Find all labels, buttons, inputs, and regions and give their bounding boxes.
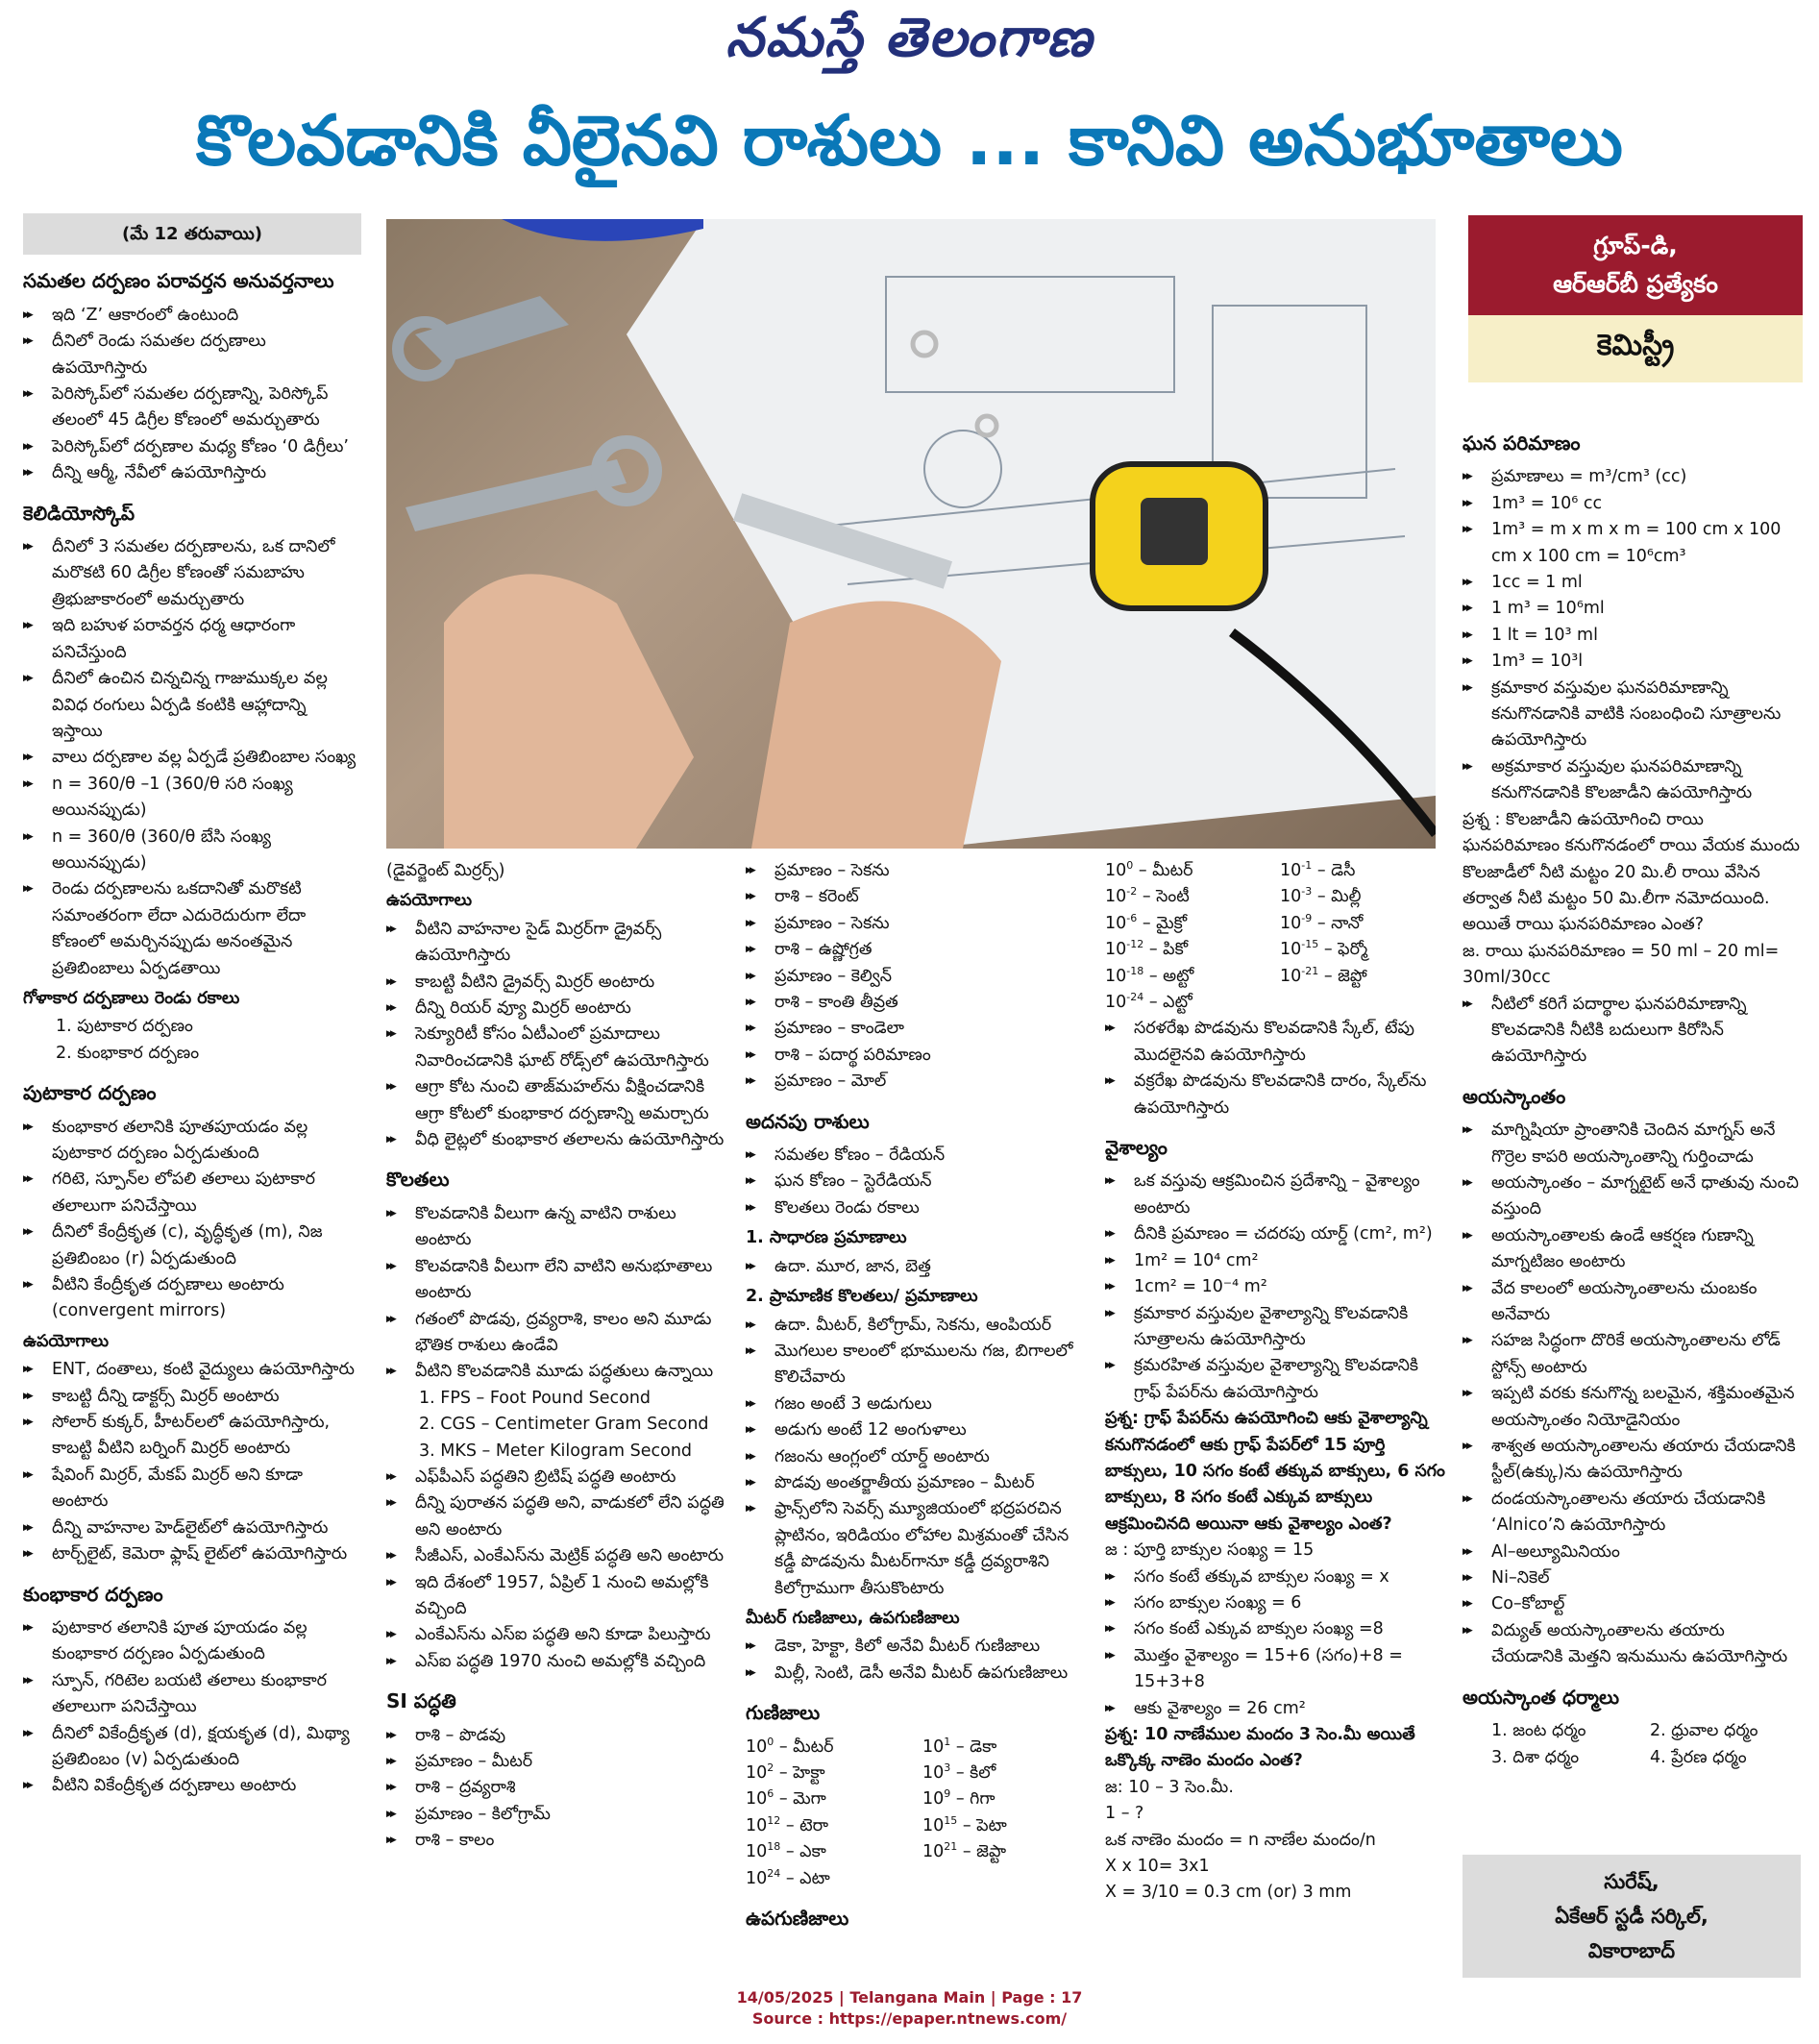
list-item: 2. కుంభాకార దర్పణం [56,1043,200,1063]
bullet-list [386,1201,725,1386]
answer: జ : పూర్తి బాక్సుల సంఖ్య = 15 [1105,1540,1315,1561]
bullet-list [23,1115,361,1325]
list-item: ▶▶ వక్రరేఖ పొడవును కొలవడానికి దారం, స్కేల్‌ను ఉపయోగిస్తారు [1105,1069,1447,1121]
column-3 [746,858,1092,1939]
power-entry: $10^3$ – కిలో [922,1761,996,1783]
power-entry: $10^{-6}$ – మైక్రో [1105,911,1188,933]
list-item: ▶▶ గజంను ఆంగ్లంలో యార్డ్ అంటారు [746,1444,1092,1470]
list-item: ఒక నాణెం మందం = n నాణేల మందం/n [1105,1830,1376,1850]
list-item: ▶▶ కాబట్టి వీటిని డ్రైవర్స్ మిర్రర్ అంటారు [386,970,725,996]
section-heading: గుణిజాలు [746,1701,821,1725]
list-item: ▶▶ రాశి – కరెంట్ [746,884,1092,910]
power-entry: $10^{-2}$ – సెంటీ [1105,885,1190,907]
list-item: ▶▶ డెకా, హెక్టా, కిలో అనేవి మీటర్ గుణిజాలు [746,1634,1092,1660]
list-item: ▶▶ దీనిలో కేంద్రీకృత (c), వృద్ధీకృత (m), నిజ ప్రతిబింబం (r) ఏర్పడుతుంది [23,1219,361,1272]
answer: జ. రాయి ఘనపరిమాణం = 50 ml – 20 ml= 30ml/30cc [1463,941,1780,988]
list-item: ▶▶ ఇది బహుళ పరావర్తన ధర్మ ఆధారంగా పనిచేస్తుంది [23,613,361,666]
list-item: 1 – ? [1105,1804,1144,1824]
list-item: ▶▶ మిల్లీ, సెంటి, డెసీ అనేవి మీటర్ ఉపగుణిజాలు [746,1661,1092,1687]
list-item: ▶▶ అయస్కాంతాలకు ఉండే ఆకర్షణ గుణాన్ని మాగ్నటిజం అంటారు [1463,1223,1801,1276]
list-item: ▶▶ 1m³ = m x m x m = 100 cm x 100 cm x 100 cm = 10⁶cm³ [1463,517,1801,570]
power-entry: $10^{-9}$ – నానో [1280,911,1364,933]
list-item: ▶▶ సహజ సిద్ధంగా దొరికే అయస్కాంతాలను లోడ్ స్టోన్స్ అంటారు [1463,1328,1801,1381]
power-entry: $10^9$ – గిగా [922,1787,996,1810]
list-item: ▶▶ షేవింగ్ మిర్రర్, మేకప్ మిర్రర్ అని కూడా అంటారు [23,1463,361,1515]
list-item: ▶▶ దీనిలో ఉంచిన చిన్నచిన్న గాజుముక్కల వల్ల వివిధ రంగులు ఏర్పడి కంటికి ఆహ్లాదాన్ని ఇస్తాయి [23,666,361,745]
section-heading: అయస్కాంత ధర్మాలు [1463,1685,1620,1709]
continuation-note: (మే 12 తరువాయి) [23,213,361,255]
list-item: ▶▶ సోలార్ కుక్కర్, హీటర్‌లలో ఉపయోగిస్తారు, కాబట్టి వీటిని బర్నింగ్ మిర్రర్ అంటారు [23,1410,361,1463]
list-item: 3. MKS – Meter Kilogram Second [419,1441,693,1461]
power-entry: $10^{-1}$ – డెసీ [1280,859,1356,880]
bullet-list [1105,1564,1447,1722]
list-item: ▶▶ కొలవడానికి వీలుగా ఉన్న వాటిని రాశులు అంటారు [386,1201,725,1254]
list-item: ▶▶ రాశి – కాంతి తీవ్రత [746,990,1092,1016]
grid-item: 3. దిశా ధర్మం [1491,1747,1580,1767]
section-heading: గోళాకార దర్పణాలు రెండు రకాలు [23,988,240,1008]
category-line: గ్రూప్-డి, [1593,232,1678,259]
list-item: ▶▶ మాగ్నిషియా ప్రాంతానికి చెందిన మాగ్నస్ అనే గొర్రెల కాపరి అయస్కాంతాన్ని గుర్తించాడు [1463,1118,1801,1170]
list-item: ▶▶ n = 360/θ (360/θ బేసి సంఖ్య అయినప్పుడు) [23,825,361,877]
grid-item: 1. జంట ధర్మం [1491,1721,1586,1741]
list-item: ▶▶ దీన్ని వాహనాల హెడ్‌లైట్‌లో ఉపయోగిస్తారు [23,1515,361,1541]
list-item: ▶▶ సీజీఎస్, ఎంకేఎస్‌ను మెట్రిక్ పద్ధతి అని అంటారు [386,1543,725,1569]
list-item: ▶▶ సగం బాక్సుల సంఖ్య = 6 [1105,1590,1447,1616]
section-heading: వైశాల్యం [1105,1136,1168,1160]
list-item: ▶▶ కుంభాకార తలానికి పూతపూయడం వల్ల పుటాకార దర్పణం ఏర్పడుతుంది [23,1115,361,1168]
section-heading: కొలతలు [386,1168,450,1192]
list-item: ▶▶ 1cc = 1 ml [1463,570,1801,596]
bullet-list [1463,992,1801,1071]
section-heading: సమతల దర్పణం పరావర్తన అనువర్తనాలు [23,269,334,293]
section-heading: కెలిడియోస్కోప్ [23,501,135,525]
power-entry: $10^{12}$ – టెరా [746,1813,829,1835]
column-5 [1463,417,1801,1771]
list-item: ▶▶ Ni–నికెల్ [1463,1565,1801,1591]
list-item: ▶▶ క్రమాకార వస్తువుల ఘనపరిమాణాన్ని కనుగొనడానికి వాటికి సంబంధించి సూత్రాలను ఉపయోగిస్తారు [1463,676,1801,754]
grid-item: 2. ధ్రువాల ధర్మం [1650,1721,1758,1741]
grid-item: 4. ప్రేరణ ధర్మం [1650,1747,1747,1767]
list-item: ▶▶ మొగలుల కాలంలో భూములను గజ, బిగాలలో కొలిచేవారు [746,1339,1092,1391]
list-item: ▶▶ వాలు దర్పణాల వల్ల ఏర్పడే ప్రతిబింబాల సంఖ్య [23,745,361,771]
list-item: ▶▶ n = 360/θ –1 (360/θ సరి సంఖ్య అయినప్పుడు) [23,772,361,825]
list-item: ▶▶ దీనికి ప్రమాణం = చదరపు యార్డ్ (cm², m²) [1105,1221,1447,1247]
bullet-list [1463,464,1801,806]
list-item: ▶▶ ఒక వస్తువు ఆక్రమించిన ప్రదేశాన్ని – వైశాల్యం అంటారు [1105,1169,1447,1221]
list-item: ▶▶ రాశి – ఉష్ణోగ్రత [746,937,1092,963]
list-item: ▶▶ 1m³ = 10⁶ cc [1463,491,1801,517]
power-entry: $10^{24}$ – ఎటా [746,1866,830,1888]
list-item: ▶▶ దీనిలో వికేంద్రీకృత (d), క్షయకృత (d), మిథ్యా ప్రతిబింబం (v) ఏర్పడుతుంది [23,1721,361,1774]
power-entry: $10^0$ – మీటర్ [1105,859,1193,880]
list-item: ▶▶ రాశి – పదార్థ పరిమాణం [746,1043,1092,1069]
section-heading: ఉపగుణిజాలు [746,1907,849,1931]
power-entry: $10^{21}$ – జెప్టా [922,1840,1006,1862]
paragraph: (డైవర్జెంట్ మిర్రర్స్) [386,861,505,880]
sub-heading: 2. ప్రామాణిక కొలతలు/ ప్రమాణాలు [746,1287,978,1307]
power-entry: $10^2$ – హెక్టా [746,1761,825,1783]
list-item: ▶▶ సమతల కోణం – రేడియన్ [746,1143,1092,1169]
sub-heading: 1. సాధారణ ప్రమాణాలు [746,1228,907,1248]
section-heading: అదనపు రాశులు [746,1109,870,1133]
power-table [1105,858,1447,1016]
bullet-list [746,1634,1092,1687]
list-item: ▶▶ రాశి – కాలం [386,1828,725,1854]
list-item: ▶▶ Al–అల్యూమినియం [1463,1539,1801,1565]
bullet-list [746,1143,1092,1221]
list-item: 1. FPS – Foot Pound Second [419,1388,651,1408]
list-item: ▶▶ రాశి – పొడవు [386,1723,725,1749]
list-item: ▶▶ పొడవు అంతర్జాతీయ ప్రమాణం – మీటర్ [746,1470,1092,1496]
list-item: ▶▶ రెండు దర్పణాలను ఒకదానితో మరొకటి సమాంతరంగా లేదా ఎదురెదురుగా లేదా కోణంలో అమర్చినప్పుడు అనంతమైన ప్రతిబింబాలు ఏర్పడతాయి [23,876,361,982]
list-item: ▶▶ అక్రమాకార వస్తువుల ఘనపరిమాణాన్ని కనుగొనడానికి కొలజాడీని ఉపయోగిస్తారు [1463,754,1801,807]
list-item: ▶▶ దీనిలో రెండు సమతల దర్పణాలు ఉపయోగిస్తారు [23,329,361,382]
power-entry: $10^{-21}$ – జెప్టో [1280,964,1367,986]
subject-label: కెమిస్ట్రీ [1468,315,1803,382]
list-item: ▶▶ క్రమాకార వస్తువుల వైశాల్యాన్ని కొలవడానికి సూత్రాలను ఉపయోగిస్తారు [1105,1301,1447,1354]
list-item: ▶▶ 1 lt = 10³ ml [1463,623,1801,649]
question: ప్రశ్న: గ్రాఫ్ పేపర్‌ను ఉపయోగించి ఆకు వైశాల్యాన్ని కనుగొనడంలో ఆకు గ్రాఫ్ పేపర్‌లో 15 పూర్తి బాక్సులు, 10 సగం కంటే తక్కువ బాక్సులు, 6 సగం బాక్సులు, 8 సగం కంటే ఎక్కువ బాక్సులు ఆక్రమించినది అయినా ఆకు వైశాల్యం ఎంత? [1105,1409,1445,1534]
author-box [1463,1855,1801,1978]
power-entry: $10^{15}$ – పెటా [922,1813,1007,1835]
answer-lines [1105,1775,1447,1907]
section-heading: ఘన పరిమాణం [1463,431,1581,455]
list-item: ▶▶ రాశి – ద్రవ్యరాశి [386,1775,725,1801]
power-table [746,1735,1092,1892]
section-heading: మీటర్ గుణిజాలు, ఉపగుణిజాలు [746,1608,960,1628]
list-item: ▶▶ వీధి లైట్లలో కుంభాకార తలాలను ఉపయోగిస్తారు [386,1127,725,1153]
list-item: ▶▶ ప్రమాణం – కెల్విన్ [746,964,1092,990]
footer-date: 14/05/2025 | Telangana Main | Page : 17 [736,1988,1083,2007]
question: ప్రశ్న: 10 నాణేముల మందం 3 సెం.మీ అయితే ఒక్కొక్క నాణెం మందం ఎంత? [1105,1725,1415,1771]
bullet-list [23,1357,361,1567]
list-item: ▶▶ అడుగు అంటే 12 అంగుళాలు [746,1417,1092,1443]
power-entry: $10^{18}$ – ఎకా [746,1840,826,1862]
list-item: ▶▶ కొలవడానికి వీలుగా లేని వాటిని అనుభూతాలు అంటారు [386,1254,725,1307]
list-item: ▶▶ ఉదా. మీటర్, కిలోగ్రామ్, సెకను, ఆంపియర్ [746,1313,1092,1339]
section-heading: అయస్కాంతం [1463,1084,1566,1108]
list-item: ▶▶ ఆకు వైశాల్యం = 26 cm² [1105,1696,1447,1722]
list-item: ▶▶ టార్చ్‌లైట్, కెమెరా ఫ్లాష్ లైట్‌లో ఉపయోగిస్తారు [23,1541,361,1567]
list-item: ▶▶ అయస్కాంతం – మాగ్నటైట్ అనే ధాతువు నుంచి వస్తుంది [1463,1170,1801,1223]
section-heading: SI పద్ధతి [386,1689,456,1713]
author-name: సురేష్, [1604,1870,1659,1893]
list-item: ▶▶ నీటిలో కరిగే పదార్థాల ఘనపరిమాణాన్ని కొలవడానికి నీటికి బదులుగా కిరోసిన్ ఉపయోగిస్తారు [1463,992,1801,1071]
list-item: ▶▶ దండయస్కాంతాలను తయారు చేయడానికి ‘Alnico’ని ఉపయోగిస్తారు [1463,1487,1801,1539]
list-item: ▶▶ 1m² = 10⁴ cm² [1105,1248,1447,1274]
list-item: 2. CGS – Centimeter Gram Second [419,1415,709,1435]
list-item: ▶▶ గజం అంటే 3 అడుగులు [746,1391,1092,1417]
list-item: ▶▶ పెరిస్కోప్‌లో సమతల దర్పణాన్ని, పెరిస్కోప్ తలంలో 45 డిగ్రీల కోణంలో అమర్చుతారు [23,382,361,434]
list-item: ▶▶ ఆగ్రా కోట నుంచి తాజ్‌మహల్‌ను వీక్షించడానికి ఆగ్రా కోటలో కుంభాకార దర్పణాన్ని అమర్చారు [386,1074,725,1127]
list-item: ▶▶ దీనిలో 3 సమతల దర్పణాలను, ఒక దానిలో మరొకటి 60 డిగ్రీల కోణంతో సమబాహు త్రిభుజాకారంలో అమర్చుతారు [23,534,361,613]
list-item: ▶▶ వేద కాలంలో అయస్కాంతాలను చుంబకం అనేవారు [1463,1276,1801,1329]
list-item: ▶▶ ప్రమాణం – కిలోగ్రామ్ [386,1802,725,1828]
bullet-list [386,1723,725,1855]
list-item: ▶▶ విద్యుత్ అయస్కాంతాలను తయారు చేయడానికి మెత్తని ఇనుమును ఉపయోగిస్తారు [1463,1618,1801,1671]
numbered-list [23,1014,361,1067]
list-item: ▶▶ ఇప్పటి వరకు కనుగొన్న బలమైన, శక్తిమంతమైన అయస్కాంతం నియోడైనియం [1463,1381,1801,1434]
list-item: ▶▶ సగం కంటే ఎక్కువ బాక్సుల సంఖ్య =8 [1105,1616,1447,1642]
power-entry: $10^0$ – మీటర్ [746,1735,834,1757]
list-item: ▶▶ దీన్ని రియర్ వ్యూ మిర్రర్ అంటారు [386,996,725,1022]
list-item: ▶▶ పెరిస్కోప్‌లో దర్పణాల మధ్య కోణం ‘0 డిగ్రీలు’ [23,434,361,460]
bullet-list [23,303,361,487]
power-entry: $10^{-15}$ – ఫెర్మో [1280,938,1368,960]
list-item: ▶▶ Co–కోబాల్ట్ [1463,1591,1801,1617]
author-org: ఏకేఆర్ స్టడీ సర్కిల్, [1555,1905,1708,1928]
list-item: ▶▶ సెక్యూరిటీ కోసం ఏటీఎంలో ప్రమాదాలు నివారించడానికి ఘాట్ రోడ్స్‌లో ఉపయోగిస్తారు [386,1022,725,1074]
list-item: ▶▶ ఇది ‘Z’ ఆకారంలో ఉంటుంది [23,303,361,329]
list-item: ▶▶ ఇది దేశంలో 1957, ఏప్రిల్ 1 నుంచి అమల్లోకి వచ్చింది [386,1570,725,1623]
page-footer [0,1987,1819,2030]
list-item: ▶▶ వీటిని వాహనాల సైడ్ మిర్రర్‌గా డ్రైవర్స్ ఉపయోగిస్తారు [386,917,725,970]
list-item: ▶▶ వీటిని కేంద్రీకృత దర్పణాలు అంటారు (convergent mirrors) [23,1272,361,1325]
section-heading: పుటాకార దర్పణం [23,1081,157,1105]
list-item: ▶▶ గరిటె, స్పూన్‌ల లోపలి తలాలు పుటాకార తలాలుగా పనిచేస్తాయి [23,1167,361,1219]
power-entry: $10^{-18}$ – అట్టో [1105,964,1194,986]
power-entry: $10^{-24}$ – ఎట్టో [1105,991,1192,1013]
power-entry: $10^{-12}$ – పికో [1105,938,1189,960]
list-item: ▶▶ 1m³ = 10³l [1463,649,1801,675]
list-item: ▶▶ వీటిని వికేంద్రీకృత దర్పణాలు అంటారు [23,1773,361,1799]
power-entry: $10^{-3}$ – మిల్లీ [1280,885,1362,907]
list-item: ▶▶ ఉదా. మూర, జాన, బెత్త [746,1254,1092,1280]
footer-source: Source : https://epaper.ntnews.com/ [751,2009,1068,2028]
category-label [1468,215,1803,315]
list-item: ▶▶ ఎస్ఐ పద్ధతి 1970 నుంచి అమల్లోకి వచ్చింది [386,1649,725,1675]
bullet-list [1105,1016,1447,1121]
list-item: ▶▶ ఘన కోణం – స్టెరేడియన్ [746,1169,1092,1194]
power-entry: $10^1$ – డెకా [922,1735,997,1757]
bullet-list [746,1254,1092,1280]
list-item: ▶▶ మొత్తం వైశాల్యం = 15+6 (సగం)+8 = 15+3+8 [1105,1643,1447,1696]
list-item: ▶▶ ప్రమాణం – మోల్ [746,1069,1092,1095]
bullet-list [746,1313,1092,1602]
list-item: ▶▶ దీన్ని పురాతన పద్ధతి అని, వాడుకలో లేని పద్ధతి అని అంటారు [386,1490,725,1543]
list-item: ▶▶ ఎఫ్‌పీఎస్ పద్ధతిని బ్రిటిష్ పద్ధతి అంటారు [386,1465,725,1490]
bullet-list [386,917,725,1154]
column-1 [23,213,361,1800]
list-item: ▶▶ ప్రమాణం – కాండెలా [746,1016,1092,1042]
category-box [1468,215,1803,382]
list-item: ▶▶ ఎంకేఎస్‌ను ఎస్ఐ పద్ధతి అని కూడా పిలుస్తారు [386,1622,725,1648]
bullet-list [23,1615,361,1800]
list-item: జ: 10 – 3 సెం.మీ. [1105,1777,1234,1797]
bullet-list [1105,1169,1447,1406]
list-item: X x 10= 3x1 [1105,1857,1210,1877]
list-item: ▶▶ కొలతలు రెండు రకాలు [746,1195,1092,1221]
list-item: X = 3/10 = 0.3 cm (or) 3 mm [1105,1883,1352,1903]
list-item: ▶▶ పుటాకార తలానికి పూత పూయడం వల్ల కుంభాకార దర్పణం ఏర్పడుతుంది [23,1615,361,1668]
author-place: వికారాబాద్ [1587,1939,1676,1962]
list-item: ▶▶ వీటిని కొలవడానికి మూడు పద్ధతులు ఉన్నాయి [386,1359,725,1385]
column-4 [1105,858,1447,1907]
list-item: ▶▶ 1 m³ = 10⁶ml [1463,596,1801,622]
list-item: ▶▶ ప్రమాణం – సెకను [746,858,1092,884]
list-item: ▶▶ ప్రమాణాలు = m³/cm³ (cc) [1463,464,1801,490]
headline: కొలవడానికి వీలైనవి రాశులు ... కానివి అనుభూతాలు [196,100,1623,181]
list-item: ▶▶ ప్రమాణం – మీటర్ [386,1749,725,1775]
list-item: 1. పుటాకార దర్పణం [56,1017,193,1037]
list-item: ▶▶ సగం కంటే తక్కువ బాక్సుల సంఖ్య = x [1105,1564,1447,1590]
section-heading: ఉపయోగాలు [23,1331,110,1351]
list-item: ▶▶ కాబట్టి దీన్ని డాక్టర్స్ మిర్రర్ అంటారు [23,1384,361,1410]
list-item: ▶▶ శాశ్వత అయస్కాంతాలను తయారు చేయడానికి స్టీల్(ఉక్కు)ను ఉపయోగిస్తారు [1463,1434,1801,1487]
bullet-list [746,858,1092,1096]
bullet-list [23,534,361,982]
article-photo [386,219,1436,849]
tools-illustration [386,219,1436,849]
section-heading: కుంభాకార దర్పణం [23,1582,163,1606]
category-line: ఆర్ఆర్‌బీ ప్రత్యేకం [1553,270,1718,298]
list-item: ▶▶ ఫ్రాన్స్‌లోని సెవర్స్ మ్యూజియంలో భద్రపరచిన ప్లాటినం, ఇరిడియం లోహాల మిశ్రమంతో చేసిన కడ్డీ పొడవును మీటర్‌గానూ కడ్డీ ద్రవ్యరాశిని కిలోగ్రాముగా తీసుకొంటారు [746,1496,1092,1602]
list-item: ▶▶ గతంలో పొడవు, ద్రవ్యరాశి, కాలం అని మూడు భౌతిక రాశులు ఉండేవి [386,1307,725,1360]
question: ప్రశ్న : కొలజాడీని ఉపయోగించి రాయి ఘనపరిమాణం కనుగొనడంలో రాయి వేయక ముందు కొలజాడీలో నీటి మట్టం 20 మి.లీ రాయి వేసిన తర్వాత నీటి మట్టం 50 మి.లీగా నమోదయింది. అయితే రాయి ఘనపరిమాణం ఎంత? [1463,809,1800,935]
list-item: ▶▶ సరళరేఖ పొడవును కొలవడానికి స్కేల్, టేపు మొదలైనవి ఉపయోగిస్తారు [1105,1016,1447,1069]
list-item: ▶▶ 1cm² = 10⁻⁴ m² [1105,1274,1447,1300]
bullet-list [1463,1118,1801,1671]
list-item: ▶▶ క్రమరహిత వస్తువుల వైశాల్యాన్ని కొలవడానికి గ్రాఫ్ పేపర్‌ను ఉపయోగిస్తారు [1105,1353,1447,1406]
section-heading: ఉపయోగాలు [386,891,473,911]
properties-list [1463,1718,1801,1771]
list-item: ▶▶ స్పూన్, గరిటెల బయటి తలాలు కుంభాకార తలాలుగా పనిచేస్తాయి [23,1668,361,1721]
power-entry: $10^6$ – మెగా [746,1787,826,1810]
bullet-list [386,1465,725,1675]
list-item: ▶▶ ENT, దంతాలు, కంటి వైద్యులు ఉపయోగిస్తారు [23,1357,361,1383]
numbered-list [386,1386,725,1465]
list-item: ▶▶ దీన్ని ఆర్మీ, నేవీలో ఉపయోగిస్తారు [23,460,361,486]
column-2 [386,858,725,1855]
list-item: ▶▶ ప్రమాణం – సెకను [746,911,1092,937]
masthead-logo: నమస్తే తెలంగాణ [725,6,1094,69]
